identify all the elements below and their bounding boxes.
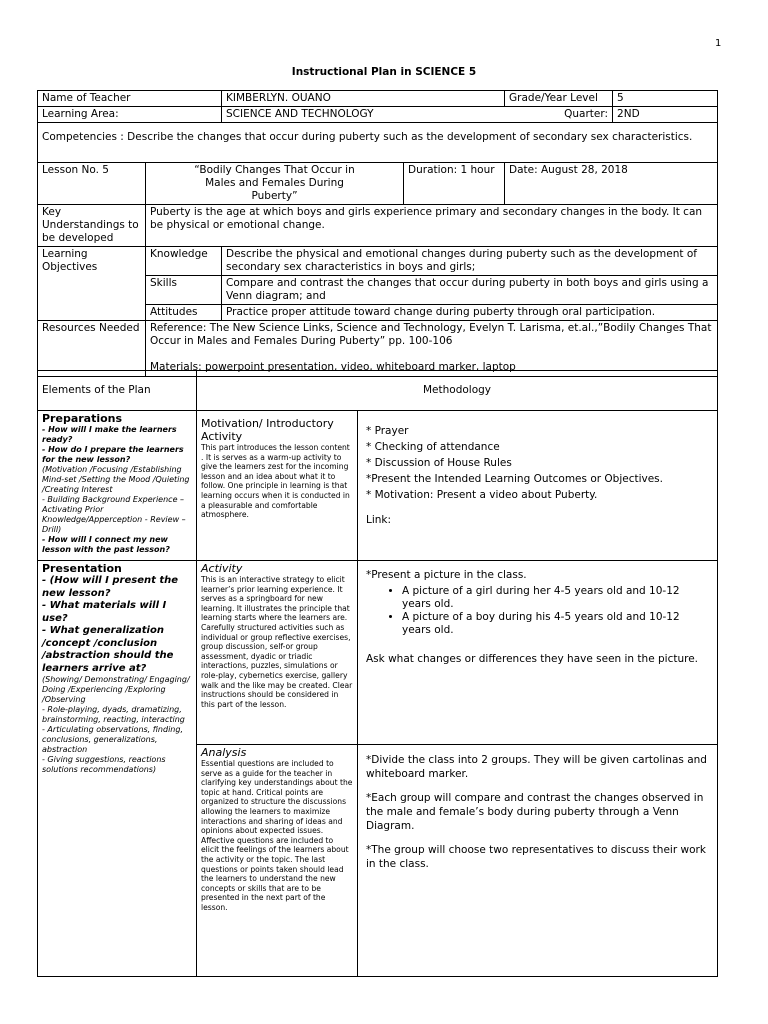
analysis-step-3: *The group will choose two representatives to discuss their work in the class. (366, 844, 706, 870)
activity-bullets (366, 585, 709, 637)
lesson-title: “Bodily Changes That Occur in Males and Females During Puberty” (146, 163, 404, 205)
knowledge-text: Describe the physical and emotional changes during puberty such as the development of secondary sex characteristics in boys and girls; (222, 247, 718, 276)
preparations-cell (38, 411, 197, 561)
resources-label: Resources Needed (38, 321, 146, 377)
activity-cell (197, 561, 358, 745)
reference-text: Reference: The New Science Links, Science and Technology, Evelyn T. Larisma, et.al.,”Bodily Changes That Occur in Males and Females During Puberty” pp. 100-106 (150, 322, 712, 347)
analysis-title: Analysis (201, 746, 247, 759)
prep-question-2: - How do I prepare the learners for the new lesson? (42, 445, 184, 464)
skills-text: Compare and contrast the changes that occur during puberty in both boys and girls using a Venn diagram; and (222, 276, 718, 305)
pres-question-2: - What materials will I use? (42, 600, 167, 624)
grade-value: 5 (613, 91, 718, 107)
prep-step-3: * Discussion of House Rules (366, 457, 512, 469)
pres-note-4: - Giving suggestions, reactions solutions recommendations) (42, 755, 166, 774)
activity-title: Activity (201, 562, 243, 575)
competencies: Competencies : Describe the changes that occur during puberty such as the development of secondary sex characteristics. (38, 123, 718, 163)
area-value-text: SCIENCE AND TECHNOLOGY (226, 108, 374, 120)
prep-link: Link: (366, 514, 392, 526)
quarter-value: 2ND (613, 107, 718, 123)
lesson-no: Lesson No. 5 (38, 163, 146, 205)
activity-bullet-2: • A picture of a boy during his 4-5 years old and 10-12 years old. (402, 611, 709, 637)
quarter-label: Quarter: (564, 108, 609, 120)
elements-header: Elements of the Plan (38, 371, 197, 411)
attitudes-label: Attitudes (146, 305, 222, 321)
pres-note-3: - Articulating observations, finding, conclusions, generalizations, abstraction (42, 725, 183, 754)
plan-table (37, 370, 718, 977)
skills-label: Skills (146, 276, 222, 305)
activity-bullet-1: • A picture of a girl during her 4-5 years old and 10-12 years old. (402, 585, 709, 611)
area-value (222, 107, 613, 123)
materials-text: Materials: powerpoint presentation, video, whiteboard marker, laptop (150, 361, 516, 373)
analysis-desc: Essential questions are included to serve as a guide for the teacher in clarifying key understandings about the topic at hand. Critical points are organized to structure the discussions allowing the learners to maximize interactions and sharing of ideas and opinions about expected issues. Affective questions are included to elicit the feelings of the learners about the activity or the topic. The last questions or points taken should lead the learners to understand the new concepts or skills that are to be presented in the next part of the lesson. (201, 759, 353, 912)
area-label: Learning Area: (38, 107, 222, 123)
page-number: 1 (715, 38, 722, 49)
motivation-cell (197, 411, 358, 561)
teacher-label: Name of Teacher (38, 91, 222, 107)
objectives-label: Learning Objectives (38, 247, 146, 321)
presentation-cell (38, 561, 197, 977)
methodology-header: Methodology (197, 371, 718, 411)
header-table (37, 90, 718, 377)
analysis-cell (197, 745, 358, 977)
activity-desc: This is an interactive strategy to elicit learner’s prior learning experience. It serves as a springboard for new learning. It illustrates the principle that learning starts where the learners are. Carefully structured activities such as individual or group reflective exercises, group discussion, self-or group assessment, dyadic or triadic interactions, puzzles, simulations or role-play, cybernetics exercise, gallery walk and the like may be created. Clear instructions should be considered in this part of the lesson. (201, 575, 353, 709)
motivation-methodology (358, 411, 718, 561)
activity-methodology (358, 561, 718, 745)
prep-question-1: - How will I make the learners ready? (42, 425, 177, 444)
analysis-step-1: *Divide the class into 2 groups. They will be given cartolinas and whiteboard marker. (366, 754, 707, 780)
analysis-step-2: *Each group will compare and contrast the changes observed in the male and female’s body during puberty through a Venn Diagram. (366, 792, 704, 832)
motivation-desc: This part introduces the lesson content . It is serves as a warm-up activity to give the learners zest for the incoming lesson and an idea about what it to follow. One principle in learning is that learning occurs when it is conducted in a pleasurable and comfortable atmosphere. (201, 443, 350, 520)
prep-note-2: - Building Background Experience – Activating Prior Knowledge/Apperception - Review – Drill) (42, 495, 186, 534)
pres-question-3: - What generalization /concept /conclusion /abstraction should the learners arrive at? (42, 625, 174, 674)
attitudes-text: Practice proper attitude toward change during puberty through oral participation. (222, 305, 718, 321)
resources-text (146, 321, 718, 377)
prep-step-1: * Prayer (366, 425, 409, 437)
motivation-title: Motivation/ Introductory Activity (201, 417, 334, 443)
key-understandings-label: Key Understandings to be developed (38, 205, 146, 247)
teacher-value: KIMBERLYN. OUANO (222, 91, 505, 107)
pres-note-1: (Showing/ Demonstrating/ Engaging/ Doing /Experiencing /Exploring /Observing (42, 675, 190, 704)
activity-step-1: *Present a picture in the class. (366, 569, 527, 581)
analysis-methodology (358, 745, 718, 977)
grade-label: Grade/Year Level (505, 91, 613, 107)
presentation-heading: Presentation (42, 562, 122, 575)
prep-note-1: (Motivation /Focusing /Establishing Mind-set /Setting the Mood /Quieting /Creating Interest (42, 465, 190, 494)
preparations-heading: Preparations (42, 412, 123, 425)
duration: Duration: 1 hour (404, 163, 505, 205)
prep-step-5: * Motivation: Present a video about Puberty. (366, 489, 598, 501)
pres-note-2: - Role-playing, dyads, dramatizing, brainstorming, reacting, interacting (42, 705, 185, 724)
activity-step-2: Ask what changes or differences they have seen in the picture. (366, 653, 699, 665)
key-understandings-text: Puberty is the age at which boys and girls experience primary and secondary changes in the body. It can be physical or emotional change. (146, 205, 718, 247)
pres-question-1: - (How will I present the new lesson? (42, 575, 179, 599)
prep-step-4: *Present the Intended Learning Outcomes or Objectives. (366, 473, 663, 485)
knowledge-label: Knowledge (146, 247, 222, 276)
page-title: Instructional Plan in SCIENCE 5 (291, 66, 477, 78)
lesson-date: Date: August 28, 2018 (505, 163, 718, 205)
prep-step-2: * Checking of attendance (366, 441, 500, 453)
prep-question-3: - How will I connect my new lesson with the past lesson? (42, 535, 170, 554)
